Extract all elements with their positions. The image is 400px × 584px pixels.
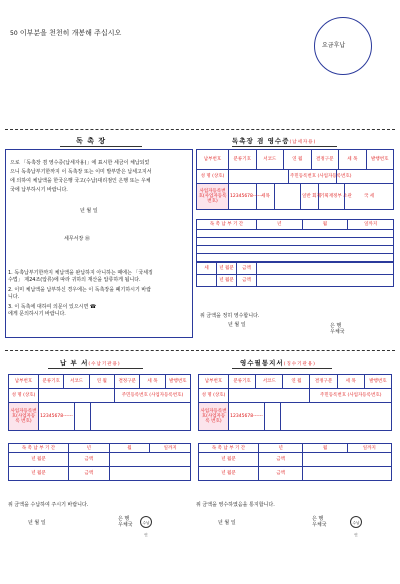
notice-mark: 50 [10,30,18,37]
receipt-top-info-table [196,169,394,184]
bl-title-main: 납 부 서 [60,359,89,367]
receipt-top-bank: 은 행 우체국 [330,323,345,335]
fold-line-top [5,129,395,130]
amt2-year: 년 월분 [217,275,237,287]
row-ssn-label: 주민등록번호 (사업자등록번호) [289,170,337,184]
row-taxcode-label: 기획재정부 소관 [319,184,345,210]
amt-tax-label: 세 [197,263,217,275]
bl-bank: 은 행 우체국 [118,516,133,528]
deadline-day: 일까지 [348,220,394,230]
bl-hdr-ym: 연 월 [89,375,114,389]
fold-line-mid [5,350,395,351]
notice-notes [8,270,153,317]
bl-hdr-payno: 납부번호 [9,375,39,389]
amt-amount-label: 금액 [237,263,257,275]
br-hdr-ym: 연 월 [283,375,310,389]
br-title-sub: (징수기관용) [283,362,316,367]
bl-stamp: 수납인 [140,516,152,528]
note-1a: 1. 독촉납부기한까지 체납액을 완납하지 아니하는 때에는 「국세징 [8,270,153,276]
amt2-amount-label: 금액 [237,275,257,287]
amt-value [257,263,394,275]
bl-pink-value: 12345678------ [39,403,75,431]
notice-line [10,29,121,38]
bl-row1-label: 년 월분 [9,453,69,467]
notice-date: 년 월 일 [80,208,98,214]
hdr-payno: 납부번호 [197,150,229,170]
bl-date: 년 월 일 [28,520,46,526]
note-3a: 3. 이 독촉에 대하여 의문이 있으시면 ☎ [8,304,97,310]
br-header-table [198,374,392,403]
row-name-value [229,170,289,184]
bl-hdr-taxitem: 세 목 [140,375,165,389]
br-hdr-decision: 결정구분 [310,375,337,389]
bl-deadline-table [8,443,191,481]
bl-deadline-month: 월 [109,444,150,453]
br-row1-label: 년 월분 [199,453,259,467]
bl-row2-value [109,467,190,481]
br-title [240,358,316,367]
postage-label: 요금후납 [322,42,346,49]
hdr-ym: 연 월 [284,150,312,170]
bl-title-sub: (수납기관용) [88,362,121,367]
br-row2-label: 년 월분 [199,467,259,481]
bl-cell-b [91,403,191,431]
hdr-issueno: 발행번호 [366,150,394,170]
br-deadline-table [198,443,392,481]
amt2-tax [197,275,217,287]
deadline-row-2 [197,238,394,246]
note-3b: 에게 문의하시기 바랍니다. [8,311,66,317]
br-deadline-month: 월 [303,444,347,453]
br-cell-b [281,403,392,431]
row-grant-label: 일반 회계 [301,184,319,210]
br-date: 년 월 일 [218,520,236,526]
br-stamp: 수납인 [350,516,362,528]
br-row1-amount: 금액 [259,453,303,467]
bl-msg: 위 금액을 수납하여 주시기 바랍니다. [8,502,89,508]
deadline-row-4 [197,254,394,262]
row-tax-label: 세목 [257,184,275,210]
hdr-class: 분류기호 [229,150,257,170]
br-title-main: 영수필통지서 [240,359,284,367]
deadline-title: 독 촉 납 부 기 간 [197,220,257,230]
br-ssn-label: 주민등록번호 (사업자등록번호) [310,389,392,403]
br-deadline-year: 년 [259,444,303,453]
br-title-underline [232,368,332,369]
receipt-top-underline [232,146,337,147]
notice-title-underline [60,146,142,147]
row-name-label: 성 명 (상호) [197,170,229,184]
receipt-top-header-table [196,149,394,170]
receipt-top-title-sub: (납세자용) [289,140,317,145]
br-pink-label: 사업자등록번호(사업자등록 번호) [199,403,229,431]
br-row2-amount: 금액 [259,467,303,481]
bl-title-underline [48,368,143,369]
notice-line-2: 으니 독촉납부기한까지 이 독촉장 또는 이미 발부받은 납세고지서 [10,169,152,175]
br-pink-value: 12345678------ [229,403,265,431]
receipt-top-msg: 위 금액을 정히 영수합니다. [200,313,260,319]
bl-row2-amount: 금액 [69,467,110,481]
amt2-value [257,275,394,287]
hdr-taxitem: 세 목 [339,150,367,170]
br-detail-table [198,402,392,431]
notice-line-1: 으로 「독촉장 겸 영수증(납세자용)」에 표시한 세금이 체납되었 [10,160,150,166]
bl-hdr-issueno: 발행번호 [165,375,190,389]
row-receipt-note: 국 세 [345,184,394,210]
receipt-top-title-main: 독촉장 겸 영수증 [232,137,290,145]
bl-row2-label: 년 월분 [9,467,69,481]
bl-header-table [8,374,191,403]
bl-deadline-title: 독 촉 납 부 기 간 [9,444,69,453]
br-cell-a [265,403,281,431]
br-name-value [229,389,310,403]
deadline-row-1 [197,230,394,238]
bl-cell-a [75,403,91,431]
bl-row1-amount: 금액 [69,453,110,467]
row-tax-value [275,184,301,210]
bl-hdr-office: 서코드 [64,375,89,389]
hdr-office: 서코드 [256,150,284,170]
deadline-year: 년 [257,220,303,230]
notice-title: 독 촉 장 [76,137,107,145]
bl-row1-value [109,453,190,467]
br-deadline-day: 일까지 [347,444,391,453]
bl-deadline-day: 일까지 [150,444,191,453]
bl-deadline-year: 년 [69,444,110,453]
note-1b: 수법」 제24조(압류)에 따라 귀하의 재산을 압류하게 됩니다. [8,277,141,283]
notice-office: 세무서장 ㊞ [64,236,90,242]
hdr-decision: 결정구분 [311,150,339,170]
br-bank: 은 행 우체국 [312,516,327,528]
deadline-month: 월 [302,220,348,230]
receipt-top-deadline-table [196,219,394,262]
br-deadline-title: 독 촉 납 부 기 간 [199,444,259,453]
bl-pink-label: 사업자등록번호(사업자등록 번호) [9,403,39,431]
notice-body [10,160,152,193]
br-row2-value [303,467,392,481]
bl-hdr-class: 분류기호 [39,375,64,389]
notice-line-4: 국에 납부하시기 바랍니다. [10,187,68,193]
notice-line-3: 에 의하여 체납액을 한국은행 국고(수납)대리점인 은행 또는 우체 [10,178,151,184]
bl-name-value [39,389,115,403]
row-pink-value: 12345678------ [229,184,257,210]
notice-text: 이부분을 천천히 개봉해 주십시오 [19,29,122,37]
br-row1-value [303,453,392,467]
amt-year-label: 년 월분 [217,263,237,275]
receipt-top-date: 년 월 일 [228,322,246,328]
br-hdr-issueno: 발행번호 [364,375,391,389]
receipt-top-amount-table [196,262,394,287]
br-name-label: 성 명 (상호) [199,389,229,403]
bl-title [60,358,121,367]
br-msg: 위 금액을 영수하였음을 통지합니다. [196,502,275,508]
row-pink-label: 사업자등록번호(사업자등록 번호) [197,184,229,210]
br-hdr-payno: 납부번호 [199,375,229,389]
note-2a: 2. 이미 체납액을 납부하신 경우에는 이 독촉장을 폐기하시기 바랍 [8,287,152,293]
br-hdr-taxitem: 세 목 [337,375,364,389]
bl-ssn-label: 주민등록번호 (사업자등록번호) [114,389,190,403]
deadline-row-3 [197,246,394,254]
br-hdr-office: 서코드 [256,375,283,389]
receipt-top-title [232,136,316,145]
bl-name-label: 성 명 (상호) [9,389,39,403]
note-2b: 니다. [8,294,20,300]
br-hdr-class: 분류기호 [229,375,256,389]
bl-detail-table [8,402,191,431]
bl-hdr-decision: 결정구분 [114,375,139,389]
receipt-top-detail-table [196,183,394,210]
